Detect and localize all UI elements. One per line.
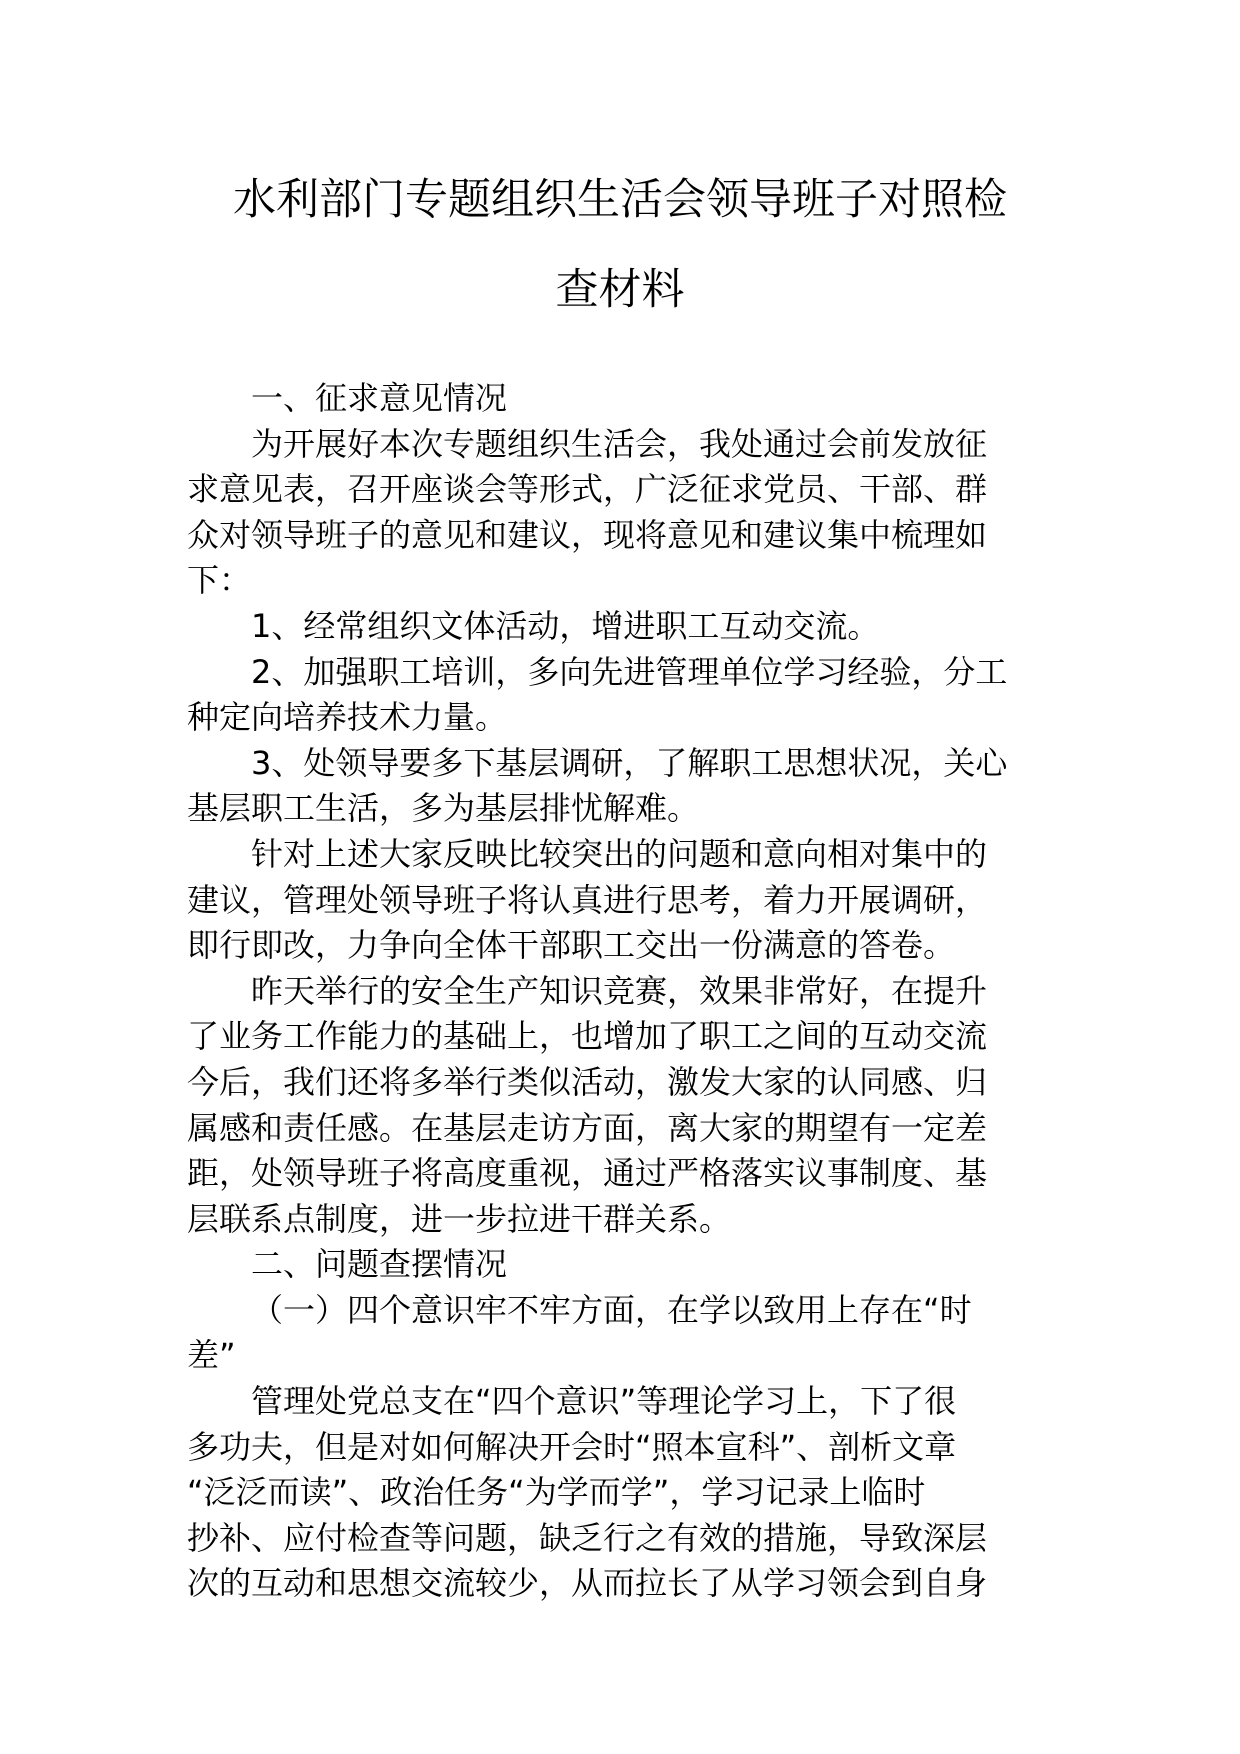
section-heading-problem-review: 二、问题查摆情况 [251,1245,508,1284]
list-item-1: 1、经常组织文体活动，增进职工互动交流。 [251,606,880,645]
paragraph-line: 针对上述大家反映比较突出的问题和意向相对集中的 [251,834,988,873]
subsection-heading-four-consciousness: （一）四个意识牢不牢方面，在学以致用上存在“时 [251,1290,972,1329]
list-item-3: 3、处领导要多下基层调研，了解职工思想状况，关心 [251,743,1008,782]
paragraph-line: 属感和责任感。在基层走访方面，离大家的期望有一定差 [187,1108,988,1147]
paragraph-line: “泛泛而读”、政治任务“为学而学”，学习记录上临时 [187,1473,926,1512]
paragraph-line: 抄补、应付检查等问题，缺乏行之有效的措施，导致深层 [187,1518,988,1557]
paragraph-line: 即行即改，力争向全体干部职工交出一份满意的答卷。 [187,926,956,965]
section-heading-solicit-opinions: 一、征求意见情况 [251,379,508,417]
paragraph-line: 下： [187,561,252,600]
paragraph-line: 层联系点制度，进一步拉进干群关系。 [187,1199,732,1238]
paragraph-line: 管理处党总支在“四个意识”等理论学习上，下了很 [251,1382,957,1421]
paragraph-line: 距，处领导班子将高度重视，通过严格落实议事制度、基 [187,1154,988,1193]
paragraph-line: 建议，管理处领导班子将认真进行思考，着力开展调研， [187,880,988,919]
paragraph-line: 次的互动和思想交流较少，从而拉长了从学习领会到自身 [187,1564,988,1603]
paragraph-line: 众对领导班子的意见和建议，现将意见和建议集中梳理如 [187,515,988,554]
document-title-line-1: 水利部门专题组织生活会领导班子对照检 [233,175,1007,225]
list-item-2: 2、加强职工培训，多向先进管理单位学习经验，分工 [251,652,1008,691]
paragraph-line: 昨天举行的安全生产知识竞赛，效果非常好，在提升 [251,971,988,1010]
document-title-line-2: 查材料 [555,265,685,315]
paragraph-line: 了业务工作能力的基础上，也增加了职工之间的互动交流 [187,1017,988,1056]
subsection-heading-cont: 差” [187,1336,236,1375]
paragraph-line: 为开展好本次专题组织生活会，我处通过会前发放征 [251,424,988,463]
list-item-3-cont: 基层职工生活，多为基层排忧解难。 [187,789,700,828]
document-body [187,376,1057,1607]
paragraph-line: 多功夫，但是对如何解决开会时“照本宣科”、剖析文章 [187,1427,957,1466]
list-item-2-cont: 种定向培养技术力量。 [187,698,508,737]
paragraph-line: 今后，我们还将多举行类似活动，激发大家的认同感、归 [187,1062,988,1101]
paragraph-line: 求意见表，召开座谈会等形式，广泛征求党员、干部、群 [187,470,988,509]
